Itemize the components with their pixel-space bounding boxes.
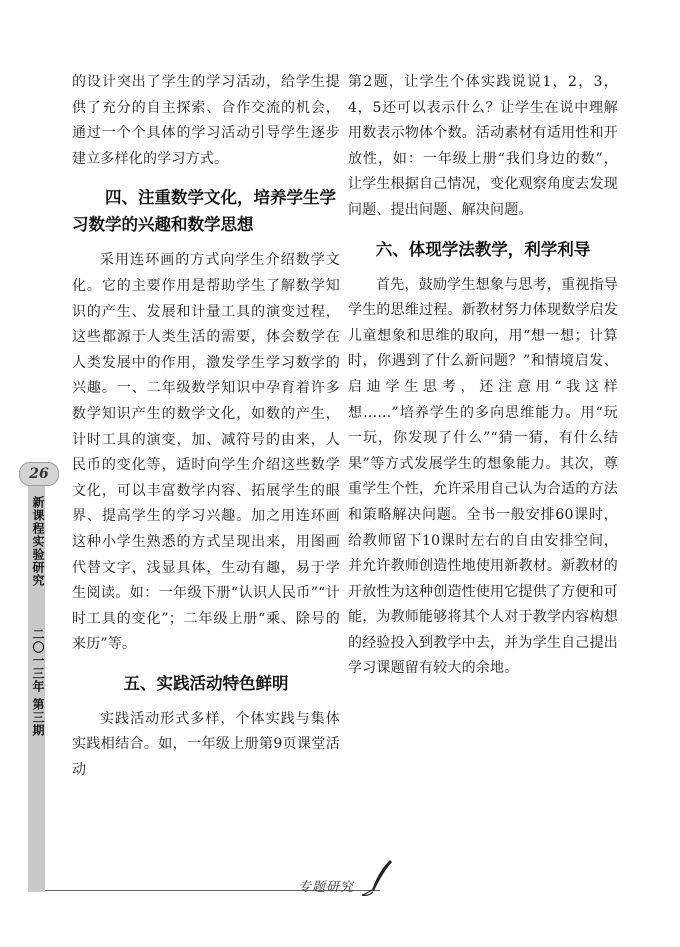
issue-label: 二〇一三年 第三期	[31, 628, 45, 738]
section-heading-5: 五、实践活动特色鲜明	[123, 673, 289, 693]
journal-name: 新课程实验研究	[31, 496, 45, 587]
page-number: 26	[29, 466, 49, 482]
section-heading-4: 四、注重数学文化，培养学生学习数学的兴趣和数学思想	[72, 188, 336, 235]
paragraph: 的设计突出了学生的学习活动，给学生提供了充分的自主探索、合作交流的机会，通过一个个具体的学习活动引导学生逐步建立多样化的学习方式。	[72, 74, 340, 167]
paragraph: 首先，鼓励学生想象与思考，重视指导学生的思维过程。新教材努力体现数学启发儿童想象和思维的取向，用“想一想；计算时，你遇到了什么新问题？”和情境启发、启迪学生思考，还注意用“我这样想……”培养学生的多向思维能力。用“玩一玩，你发现了什么”“猜一猜，有什么结果”等方式发展学生的想象能力。其次，尊重学生个性，允许采用自己认为合适的方法和策略解决问题。全书一般安排60课时，给教师留下10课时左右的自由安排空间，并允许教师创造性地使用新教材。新教材的开放性为这种创造性使用它提供了方便和可能，为教师能够将其个人对于教学内容构想的经验投入到教学中去，并为学生自己提出学习课题留有较大的余地。	[348, 276, 618, 677]
section-heading-6: 六、体现学法教学，利学利导	[375, 239, 591, 259]
quill-icon	[360, 858, 400, 898]
right-column	[348, 70, 618, 682]
left-column	[72, 70, 340, 784]
paragraph: 第2题，让学生个体实践说说1，2，3，4，5还可以表示什么？让学生在说中理解用数表示物体个数。活动素材有适用性和开放性，如：一年级上册“我们身边的数”，让学生根据自己情况，变化观察角度去发现问题、提出问题、解决问题。	[348, 74, 618, 218]
footer-section-label: 专题研究	[298, 880, 355, 895]
page-number-badge	[19, 462, 59, 486]
paragraph: 采用连环画的方式向学生介绍数学文化。它的主要作用是帮助学生了解数学知识的产生、发展和计量工具的演变过程，这些都源于人类生活的需要，体会数学在人类发展中的作用，激发学生学习数学的兴趣。一、二年级数学知识中孕育着许多数学知识产生的数学文化，如数的产生，计时工具的演变，加、减符号的由来，人民币的变化等，适时向学生介绍这些数学文化，可以丰富数学内容、拓展学生的眼界、提高学生的学习兴趣。加之用连环画这种小学生熟悉的方式呈现出来，用图画代替文字，浅显具体，生动有趣，易于学生阅读。如：一年级下册“认识人民币”“计时工具的变化”；二年级上册“乘、除号的来历”等。	[72, 252, 340, 653]
paragraph: 实践活动形式多样，个体实践与集体实践相结合。如，一年级上册第9页课堂活动	[72, 710, 340, 779]
